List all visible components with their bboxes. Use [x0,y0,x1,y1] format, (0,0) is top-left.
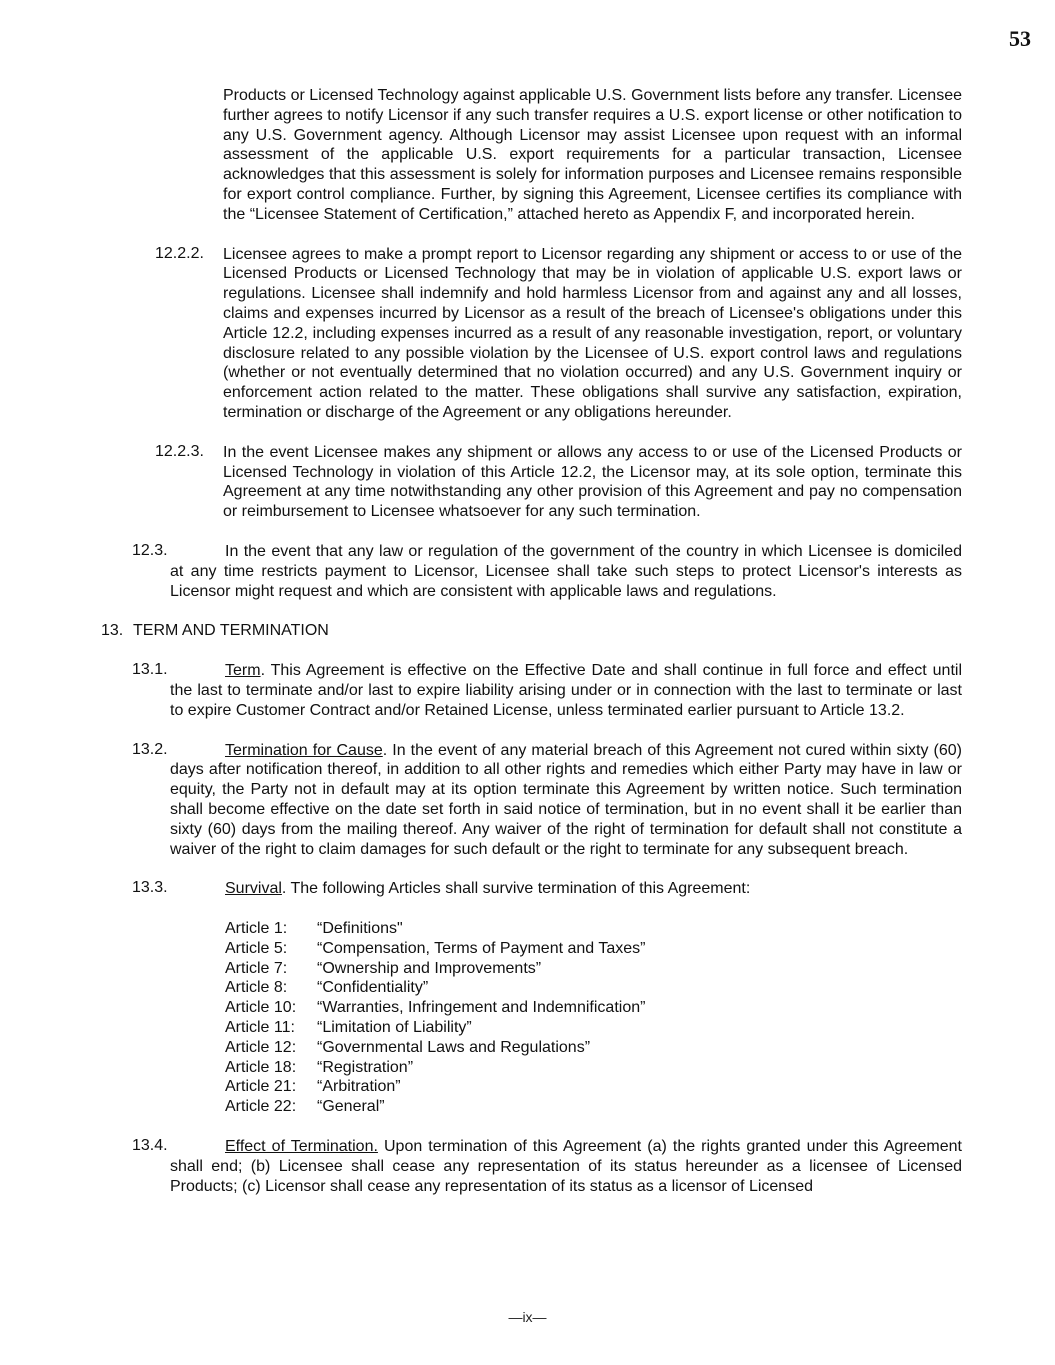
section-number: 12.2.3. [155,442,204,460]
section-13-heading [101,621,1055,641]
article-title: “Confidentiality” [317,979,429,997]
survival-articles-list [225,919,1055,1117]
section-body: . In the event of any material breach of this Agreement not cured within sixty (60) days after notification thereof, in addition to all other rights and remedies which either Party may have in law or equity, the Party not in default may at its option terminate this Agreement by written notice. Such termination shall become effective on the date set forth in said notice of termination, but in no event shall it be earlier than sixty (60) days from the mailing thereof. Any waiver of the right of termination for default shall not constitute a waiver of the right to claim damages for such default or the right to terminate for any subsequent breach. [170,741,963,858]
section-body: . The following Articles shall survive termination of this Agreement: [281,880,751,898]
section-body: . This Agreement is effective on the Effective Date and shall continue in full force and effect until the last to terminate and/or last to expire liability arising under or in connection with the last to terminate or last to expire Customer Contract and/or Retained License, unless terminated earlier pursuant to Article 13.2. [170,662,962,719]
section-number: 13. [101,622,124,640]
article-title: “Arbitration” [317,1078,401,1096]
section-13-1 [132,661,962,720]
list-item [225,998,1055,1018]
article-number: Article 22: [225,1098,297,1116]
section-13-2 [132,740,963,860]
section-text: Licensee agrees to make a prompt report to Licensor regarding any shipment or access to or use of the Licensed Products or Licensed Technology that may be in violation of applicable U.S. export laws or regulations. Licensee shall indemnify and hold harmless Licensor from and against any and all losses, claims and expenses incurred by Licensor as a result of the breach of Licensee's obligations under this Article 12.2, including expenses incurred as a result of any reasonable investigation, report, or voluntary disclosure related to any possible violation by the Licensee of U.S. export control laws and regulations (whether or not eventually determined that no violation occurred) and any U.S. Government inquiry or enforcement action related to the matter. These obligations shall survive any satisfaction, expiration, termination or discharge of the Agreement or any obligations hereunder. [223,245,962,421]
list-item [225,959,1055,979]
section-heading: Termination for Cause [225,741,383,759]
section-text [170,741,962,860]
article-title: “Compensation, Terms of Payment and Taxes” [317,939,646,957]
list-item [225,939,1055,959]
intro-paragraph: Products or Licensed Technology against applicable U.S. Government lists before any transfer. Licensee further agrees to notify Licensor if any such transfer requires a U.S. export license or other notification to any U.S. Government agency. Although Licensor may assist Licensee upon request with an informal assessment of the applicable U.S. export requirements for a particular transaction, Licensee acknowledges that this assessment is solely for information purposes and Licensee remains responsible for export control compliance. Further, by signing this Agreement, Licensee certifies its compliance with the “Licensee Statement of Certification,” attached hereto as Appendix F, and incorporated herein. [223,87,962,223]
section-body: Upon termination of this Agreement (a) the rights granted under this Agreement shall end; (b) Licensee shall cease any representation of its status hereunder as a licensee of Licensed Products; (c) Licensor shall cease any representation of its status as a licensor of Licensed [170,1138,962,1195]
article-number: Article 10: [225,999,297,1017]
list-item [225,978,1055,998]
article-number: Article 7: [225,959,288,977]
article-title: “Governmental Laws and Regulations” [317,1038,591,1056]
page-number: 53 [1009,26,1031,51]
article-number: Article 21: [225,1078,297,1096]
article-number: Article 11: [225,1019,295,1037]
intro-paragraph-block [223,86,962,225]
section-12-3 [132,541,962,601]
section-heading: Survival [225,880,282,898]
section-text [170,542,962,601]
section-12-2-2 [155,244,962,423]
article-number: Article 1: [225,920,288,938]
list-item [225,1097,1055,1117]
article-title: “Definitions" [317,920,403,938]
list-item [225,919,1055,939]
section-13-3 [132,879,962,899]
section-title: TERM AND TERMINATION [133,622,329,640]
article-title: “General” [317,1098,385,1116]
section-number: 13.3. [132,879,168,897]
article-title: “Limitation of Liability” [317,1019,472,1037]
article-number: Article 18: [225,1058,297,1076]
section-text [170,879,962,899]
section-number: 12.3. [132,541,168,559]
list-item [225,1077,1055,1097]
list-item [225,1038,1055,1058]
document-body [0,86,1055,1196]
section-number: 13.4. [132,1137,168,1155]
section-12-2-3 [155,442,962,522]
section-heading: Term [225,662,261,680]
article-number: Article 8: [225,979,288,997]
section-number: 13.1. [132,661,168,679]
section-text [170,661,962,720]
section-number: 12.2.2. [155,244,204,262]
list-item [225,1058,1055,1078]
list-item [225,1018,1055,1038]
section-text [170,1137,962,1196]
page-footer: —ix— [508,1309,547,1325]
section-text: In the event Licensee makes any shipment or allows any access to or use of the Licensed Products or Licensed Technology in violation of this Article 12.2, the Licensor may, at its sole option, terminate this Agreement at any time notwithstanding any other provision of this Agreement and pay no compensation or reimbursement to Licensee whatsoever for any such termination. [223,443,962,521]
article-title: “Registration” [317,1058,414,1076]
section-13-4 [132,1137,962,1196]
section-heading: Effect of Termination. [225,1138,378,1156]
article-title: “Ownership and Improvements” [317,959,542,977]
article-title: “Warranties, Infringement and Indemnification” [317,999,646,1017]
article-number: Article 12: [225,1038,297,1056]
article-number: Article 5: [225,939,288,957]
section-number: 13.2. [132,740,168,758]
section-body: In the event that any law or regulation of the government of the country in which Licensee is domiciled at any time restricts payment to Licensor, Licensee shall take such steps to protect Licensor's interests as Licensor might request and which are consistent with applicable laws and regulations. [170,542,962,600]
